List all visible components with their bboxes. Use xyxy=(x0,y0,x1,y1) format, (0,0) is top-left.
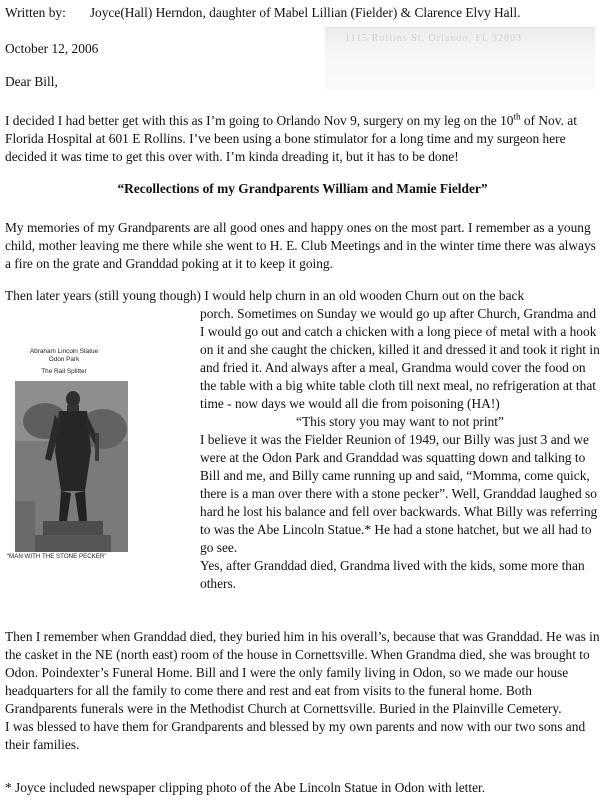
lincoln-statue-photo xyxy=(15,381,128,552)
intro-paragraph xyxy=(5,112,601,166)
faded-address-stamp xyxy=(325,27,595,90)
grandma-paragraph: Yes, after Granddad died, Grandma lived with the kids, some more than others. xyxy=(200,558,585,591)
churn-paragraph-lead: Then later years (still young though) I would help churn in an old wooden Churn out on the back xyxy=(5,288,525,303)
churn-paragraph-wrap: porch. Sometimes on Sunday we would go up after Church, Grandma and I would go out and catch a chicken with a long piece of metal with a hook on it and she caught the chicken, killed it and dressed it and took it right in and fried it. And always after a meal, Grandma would cover the food on the table with a big white table cloth till next meal, no refrigeration at that time - now days we would all die from poisoning (HA!) xyxy=(200,306,600,411)
intro-text-a: I decided I had better get with this as I’m going to Orlando Nov 9, surgery on my leg on the 10 xyxy=(5,113,514,128)
figure-caption-line1: Abraham Lincoln Statue xyxy=(29,348,99,355)
letter-date: October 12, 2006 xyxy=(5,41,99,56)
figure-caption-line2: Odon Park xyxy=(48,356,80,363)
lincoln-statue-clipping xyxy=(7,346,195,566)
written-by-label: Written by: xyxy=(5,5,66,20)
statue-silhouette-icon xyxy=(15,381,128,552)
salutation: Dear Bill, xyxy=(5,74,58,89)
story-quote: “This story you may want to not print” xyxy=(296,414,504,429)
stamp-text: 1115 Rollins St. Orlando, FL 32803 xyxy=(345,33,523,44)
reunion-paragraph: I believe it was the Fielder Reunion of 1949, our Billy was just 3 and we were at the Odon Park and Granddad was squatting down and talking to Bill and me, and Billy came running up and said, “Momma, come quick, there is a man over there with a stone pecker”. Well, Granddad laughed so hard he lost his balance and fell over backwards. What Billy was referring to was the Abe Lincoln Statue.* He had a stone hatchet, but we all had to go see. xyxy=(200,432,598,555)
author-credit: Joyce(Hall) Herndon, daughter of Mabel Lillian (Fielder) & Clarence Elvy Hall. xyxy=(89,5,521,20)
figure-bottom-caption: “MAN WITH THE STONE PECKER” xyxy=(7,553,107,560)
memories-paragraph: My memories of my Grandparents are all good ones and happy ones on the most part. I remember as a young child, mother leaving me there while she went to H. E. Club Meetings and in the winter time there was always a fire on the grate and Granddad poking at it to keep it going. xyxy=(5,220,596,271)
recollections-title: “Recollections of my Grandparents William and Mamie Fielder” xyxy=(117,181,488,196)
funeral-paragraph: Then I remember when Granddad died, they buried him in his overall’s, because that was Granddad. He was in the casket in the NE (north east) room of the house in Cornettsville. When Grandma died, she was brought to Odon. Poindexter’s Funeral Home. Bill and I were the only family living in Odon, so we made our house headquarters for all the family to come there and rest and eat from visits to the funeral home. Both Grandparents funerals were in the Methodist Church at Cornettsville. Buried in the Plainville Cemetery. I was blessed to have them for Grandparents and blessed by my own parents and now with our two sons and their families. xyxy=(5,629,600,752)
figure-caption-line3: The Rail Splitter xyxy=(41,368,87,375)
footnote: * Joyce included newspaper clipping photo of the Abe Lincoln Statue in Odon with letter. xyxy=(5,780,486,795)
intro-superscript: th xyxy=(513,111,521,122)
written-by-line xyxy=(5,4,520,22)
intro-text-b: of Nov. at Florida Hospital at 601 E Rollins. I’ve been using a bone stimulator for a long time and my surgeon here decided it was time to get this over with. I’m kinda dreading it, but it has to be done! xyxy=(5,113,577,164)
